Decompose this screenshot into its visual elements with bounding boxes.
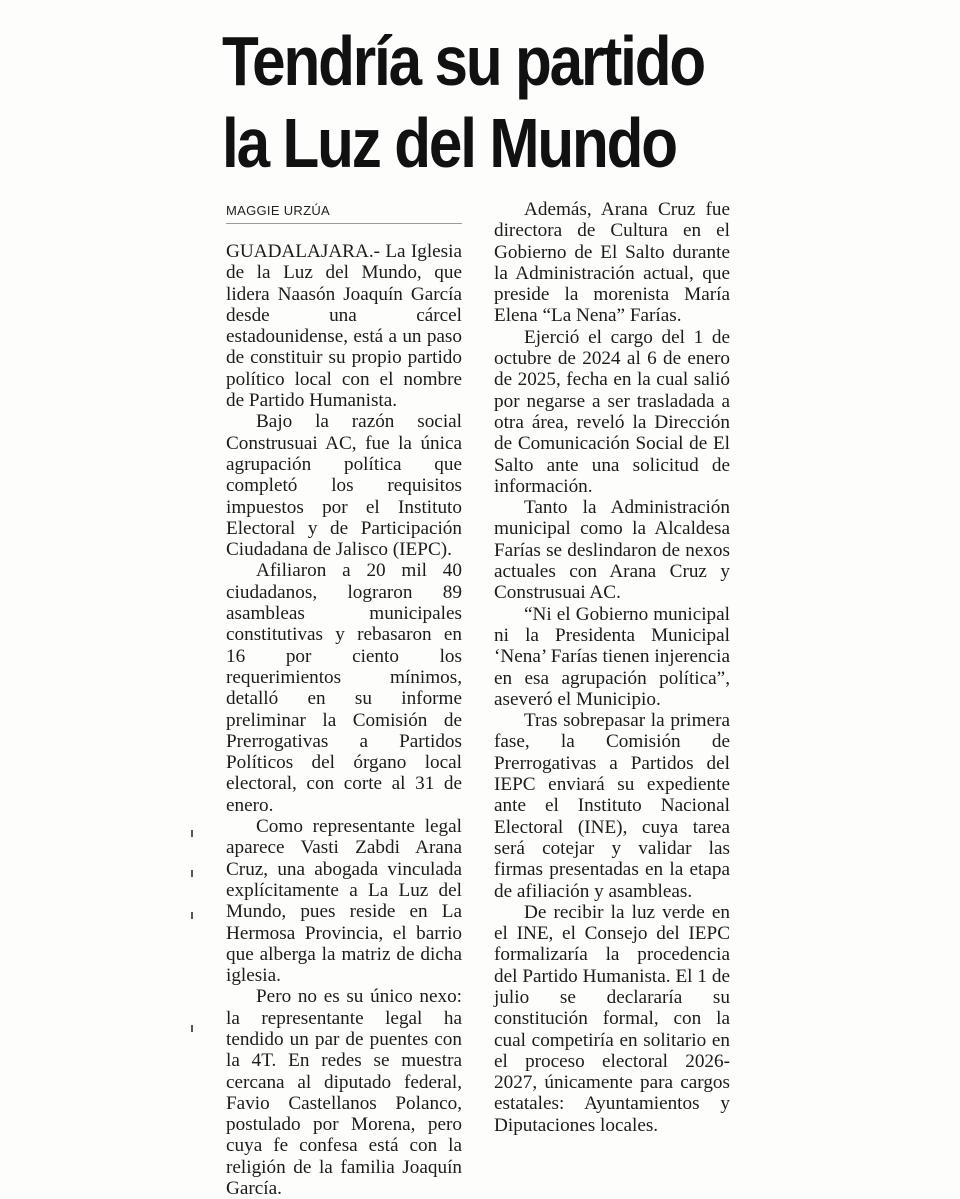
paragraph: Ejerció el cargo del 1 de octubre de 2024 al 6 de enero de 2025, fecha en la cual salió por negarse a ser trasladada a otra área, reveló la Dirección de Comunicación Social de El Salto ante una solicitud de información. [494,326,730,497]
paragraph: Pero no es su único nexo: la representante legal ha tendido un par de puentes con la 4T. En redes se muestra cercana al diputado federal, Favio Castellanos Polanco, postulado por Morena, pero cuya fe confesa está con la religión de la familia Joaquín García. [226,986,462,1199]
headline [222,20,824,184]
paragraph: “Ni el Gobierno municipal ni la Presidenta Municipal ‘Nena’ Farías tienen injerencia en esa agrupación política”, aseveró el Municipio. [494,603,730,710]
margin-mark [191,830,193,837]
headline-line-2: la Luz del Mundo [222,104,676,182]
paragraph: Como representante legal aparece Vasti Zabdi Arana Cruz, una abogada vinculada explícitamente a La Luz del Mundo, pues reside en La Hermosa Provincia, el barrio que alberga la matriz de dicha iglesia. [226,816,462,987]
article-column-1 [226,241,462,1199]
margin-mark [191,870,193,877]
paragraph: GUADALAJARA.- La Iglesia de la Luz del Mundo, que lidera Naasón Joaquín García desde una cárcel estadounidense, está a un paso de constituir su propio partido político local con el nombre de Partido Humanista. [226,241,462,412]
paragraph: Tras sobrepasar la primera fase, la Comisión de Prerrogativas a Partidos del IEPC enviará su expediente ante el Instituto Nacional Electoral (INE), cuya tarea será cotejar y validar las firmas presentadas en la etapa de afiliación y asambleas. [494,710,730,902]
margin-marks [188,820,198,1040]
margin-mark [191,912,193,919]
margin-mark [191,1025,193,1032]
headline-line-1: Tendría su partido [222,22,704,100]
paragraph: Afiliaron a 20 mil 40 ciudadanos, lograron 89 asambleas municipales constitutivas y rebasaron en 16 por ciento los requerimientos mínimos, detalló en su informe preliminar la Comisión de Prerrogativas a Partidos Políticos del órgano local electoral, con corte al 31 de enero. [226,560,462,816]
paragraph: De recibir la luz verde en el INE, el Consejo del IEPC formalizaría la procedencia del Partido Humanista. El 1 de julio se declararía su constitución formal, con la cual competiría en solitario en el proceso electoral 2026-2027, únicamente para cargos estatales: Ayuntamientos y Diputaciones locales. [494,901,730,1136]
paragraph: Además, Arana Cruz fue directora de Cultura en el Gobierno de El Salto durante la Administración actual, que preside la morenista María Elena “La Nena” Farías. [494,199,730,327]
article-column-2 [494,199,730,1136]
paragraph: Bajo la razón social Construsuai AC, fue la única agrupación política que completó los requisitos impuestos por el Instituto Electoral y de Participación Ciudadana de Jalisco (IEPC). [226,411,462,561]
paragraph: Tanto la Administración municipal como la Alcaldesa Farías se deslindaron de nexos actuales con Arana Cruz y Construsuai AC. [494,497,730,604]
byline: MAGGIE URZÚA [226,203,462,224]
